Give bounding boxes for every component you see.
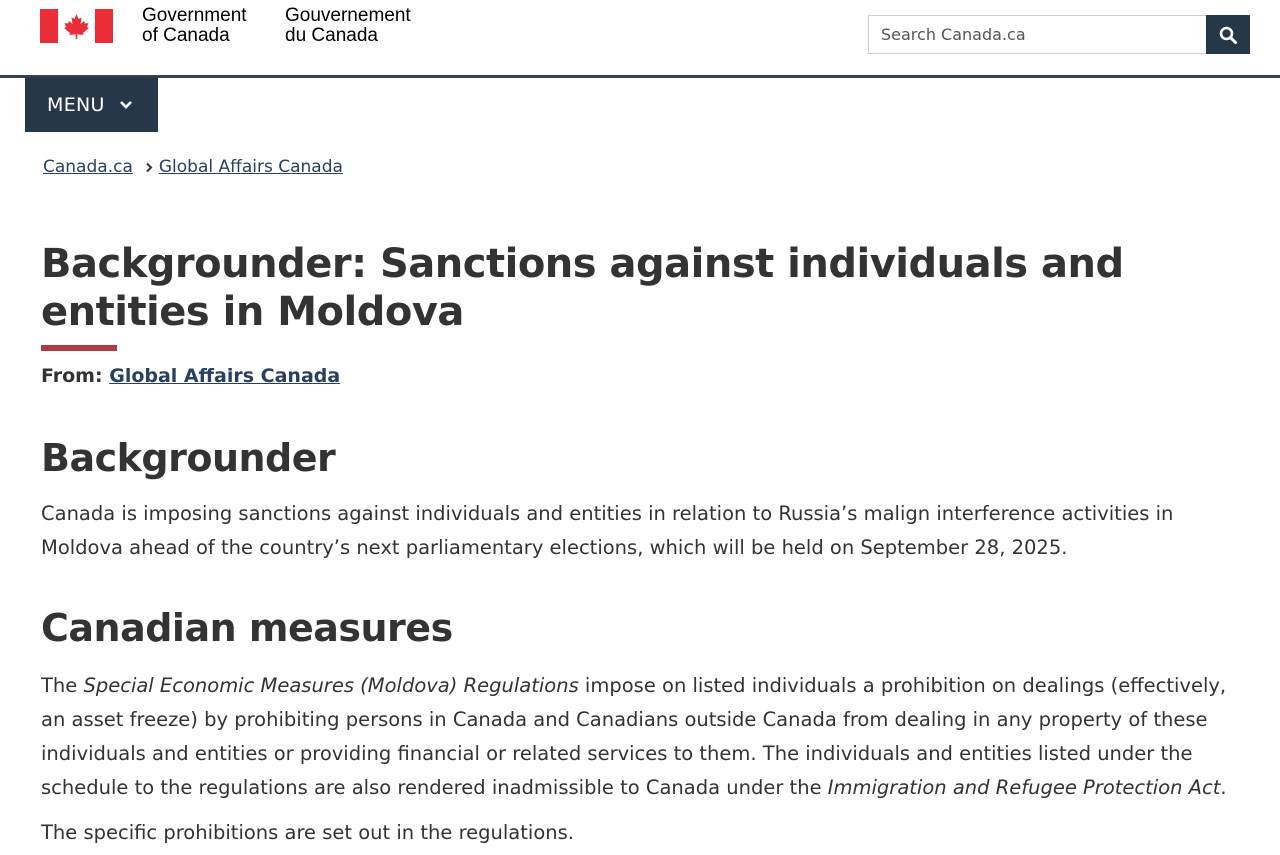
title-underline <box>41 345 117 351</box>
wordmark-en-line2: of Canada <box>142 25 230 46</box>
from-line <box>41 365 340 387</box>
breadcrumb-link-global-affairs[interactable]: Global Affairs Canada <box>158 157 343 177</box>
breadcrumb <box>43 157 343 177</box>
site-header <box>0 0 1280 78</box>
breadcrumb-link-canada[interactable]: Canada.ca <box>43 157 133 177</box>
search-icon <box>1219 26 1237 44</box>
act-title: Immigration and Refugee Protection Act <box>827 776 1221 799</box>
measures-text-3: . <box>1220 776 1227 799</box>
canada-flag-icon[interactable] <box>40 9 113 43</box>
menu-button[interactable] <box>25 77 158 132</box>
measures-text-1: The <box>41 674 84 697</box>
measures-paragraph <box>41 669 1251 805</box>
section-heading-canadian-measures: Canadian measures <box>41 606 453 650</box>
wordmark-french[interactable] <box>285 6 411 46</box>
wordmark-english[interactable] <box>142 6 247 46</box>
regulations-title: Special Economic Measures (Moldova) Regulations <box>83 674 579 697</box>
backgrounder-paragraph: Canada is imposing sanctions against individuals and entities in relation to Russia’s malign interference activities in Moldova ahead of the country’s next parliamentary elections, which will be held on September 28, 2025. <box>41 502 1174 559</box>
wordmark-fr-line2: du Canada <box>285 25 378 46</box>
measures-text-2: impose on listed individuals a prohibition on dealings (effectively, an asset freeze) by prohibiting persons in Canada and Canadians outside Canada from dealing in any property of these individuals and entities or providing financial or related services to them. The individuals and entities listed under the schedule to the regulations are also rendered inadmissible to Canada under the <box>41 674 1227 799</box>
chevron-down-icon <box>119 100 133 110</box>
chevron-right-icon <box>145 162 153 173</box>
prohibitions-paragraph: The specific prohibitions are set out in the regulations. <box>41 821 574 844</box>
section-heading-backgrounder: Backgrounder <box>41 436 336 480</box>
wordmark-en-line1: Government <box>142 5 247 26</box>
search-input[interactable]: Search Canada.ca <box>868 15 1206 54</box>
menu-label: MENU <box>47 93 105 116</box>
from-link[interactable]: Global Affairs Canada <box>109 365 341 387</box>
from-label: From: <box>41 365 103 387</box>
wordmark-fr-line1: Gouvernement <box>285 5 411 26</box>
page-title: Backgrounder: Sanctions against individuals and entities in Moldova <box>41 241 1124 335</box>
search-button[interactable] <box>1206 15 1250 54</box>
